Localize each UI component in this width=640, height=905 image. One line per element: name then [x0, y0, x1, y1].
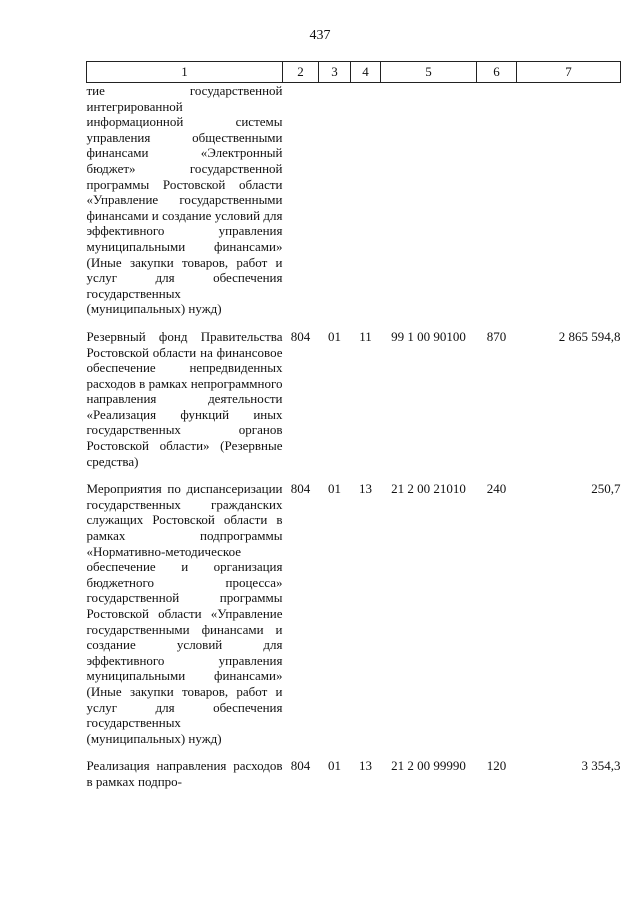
cell-target-item — [381, 83, 477, 329]
cell-section: 01 — [328, 481, 341, 497]
table-row — [87, 758, 621, 801]
row-description: Резервный фонд Правительства Ростовской области на финансовое обеспечение непредвиденных расходов в рамках непрограммного направления деятельности «Реализация функций иных государственных органов Ростовской области» (Резервные средства) — [86, 328, 283, 469]
budget-table — [86, 61, 621, 802]
cell-section: 01 — [328, 328, 341, 344]
cell-target-item: 21 2 00 21010 — [391, 481, 466, 497]
header-row — [87, 62, 621, 83]
cell-ministry: 804 — [290, 758, 311, 774]
cell-expense-type: 870 — [486, 328, 507, 344]
cell-subsection: 13 — [359, 758, 372, 774]
cell-section — [319, 83, 351, 329]
cell-ministry: 804 — [290, 328, 311, 344]
cell-expense-type — [477, 83, 517, 329]
table-row — [87, 83, 621, 329]
column-header: 5 — [381, 62, 477, 83]
cell-subsection: 11 — [359, 328, 372, 344]
cell-subsection: 13 — [359, 481, 372, 497]
row-description: тие государственной интегрированной информационной системы управления общественными финансами «Электронный бюджет» государственной программы Ростовской области «Управление государственными финансами и создание условий для эффективного управления муниципальными финансами» (Иные закупки товаров, работ и услуг для обеспечения государственных (муниципальных) нужд) — [86, 83, 283, 317]
cell-subsection — [351, 83, 381, 329]
cell-target-item: 21 2 00 99990 — [391, 758, 466, 774]
cell-ministry — [283, 83, 319, 329]
column-header: 3 — [319, 62, 351, 83]
column-header: 2 — [283, 62, 319, 83]
cell-amount: 3 354,3 — [581, 758, 621, 774]
page-number: 437 — [309, 28, 331, 43]
cell-amount: 250,7 — [591, 481, 621, 497]
cell-target-item: 99 1 00 90100 — [391, 328, 466, 344]
table-row — [87, 329, 621, 481]
cell-amount: 2 865 594,8 — [558, 328, 621, 344]
cell-section: 01 — [328, 758, 341, 774]
column-header: 1 — [87, 62, 283, 83]
cell-amount — [517, 83, 621, 329]
row-description: Мероприятия по диспансеризации государственных гражданских служащих Ростовской области в рамках подпрограммы «Нормативно-методическое обеспечение и организация бюджетного процесса» государственной программы Ростовской области «Управление государственными финансами и создание условий для эффективного управления муниципальными финансами» (Иные закупки товаров, работ и услуг для обеспечения государственных (муниципальных) нужд) — [86, 481, 283, 746]
column-header: 4 — [351, 62, 381, 83]
row-description: Реализация направления расходов в рамках подпро- — [86, 758, 283, 789]
cell-expense-type: 240 — [486, 481, 507, 497]
cell-expense-type: 120 — [486, 758, 507, 774]
column-header: 7 — [517, 62, 621, 83]
table-row — [87, 481, 621, 758]
cell-ministry: 804 — [290, 481, 311, 497]
column-header: 6 — [477, 62, 517, 83]
